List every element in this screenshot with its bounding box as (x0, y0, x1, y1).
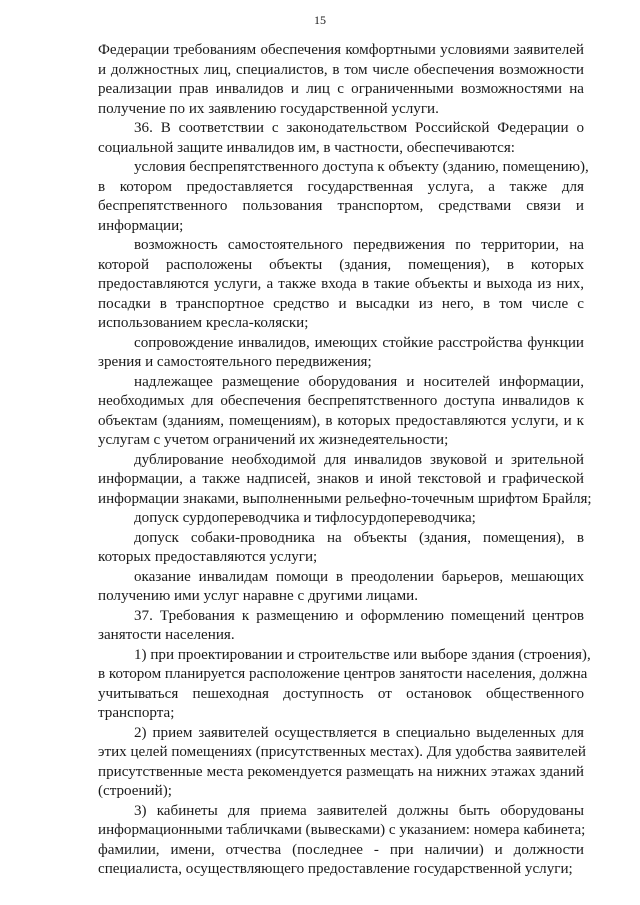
page-number: 15 (314, 13, 326, 27)
text-line: посадки в транспортное средство и высадки из него, в том числе с (98, 295, 584, 312)
text-line: использованием кресла-коляски; (98, 315, 309, 331)
text-line: информации, а также надписей, знаков и иной текстовой и графической (98, 471, 584, 487)
text-line: и должностных лиц, специалистов, в том числе обеспечения возможности (98, 61, 584, 78)
text-line: 36. В соответствии с законодательством Российской Федерации о (134, 120, 584, 136)
text-line: специалиста, осуществляющего предоставление государственной услуги; (98, 861, 573, 877)
text-line: беспрепятственного пользования транспортом, средствами связи и (98, 198, 584, 214)
text-line: учитываться пешеходная доступность от остановок общественного (98, 685, 584, 702)
text-line: 1) при проектировании и строительстве или выборе здания (строения), (134, 646, 591, 663)
text-line: зрения и самостоятельного передвижения; (98, 354, 372, 370)
text-line: которой расположены объекты (здания, помещения), в которых (98, 256, 584, 273)
text-line: (строений); (98, 783, 172, 799)
text-line: транспорта; (98, 705, 175, 721)
document-body (98, 41, 592, 880)
text-line: допуск собаки-проводника на объекты (здания, помещения), в (134, 529, 584, 546)
text-line: в котором планируется расположение центров занятости населения, должна (98, 666, 588, 682)
text-line: возможность самостоятельного передвижения по территории, на (134, 237, 584, 253)
text-line: оказание инвалидам помощи в преодолении барьеров, мешающих (134, 568, 584, 585)
text-line: дублирование необходимой для инвалидов звуковой и зрительной (134, 451, 584, 468)
text-line: информации; (98, 217, 184, 234)
text-line: надлежащее размещение оборудования и носителей информации, (134, 373, 584, 390)
text-line: допуск сурдопереводчика и тифлосурдопереводчика; (134, 510, 476, 526)
text-line: условия беспрепятственного доступа к объекту (зданию, помещению), (134, 159, 589, 175)
text-line: 2) прием заявителей осуществляется в специально выделенных для (134, 724, 584, 741)
text-line: сопровождение инвалидов, имеющих стойкие расстройства функции (134, 334, 584, 351)
text-line: услугам с учетом ограничений их жизнедеятельности; (98, 432, 449, 448)
text-line: этих целей помещениях (присутственных местах). Для удобства заявителей (98, 744, 586, 760)
text-line: информации знаками, выполненными рельефно-точечным шрифтом Брайля; (98, 490, 592, 507)
text-line: 37. Требования к размещению и оформлению помещений центров (134, 607, 584, 624)
text-line: социальной защите инвалидов им, в частности, обеспечиваются: (98, 139, 515, 156)
text-line: предоставляются услуги, а также входа в такие объекты и выхода из них, (98, 276, 584, 292)
text-line: присутственные места рекомендуется размещать на нижних этажах зданий (98, 763, 584, 780)
text-line: объектам (зданиям, помещениям), в которых предоставляются услуги, и к (98, 412, 584, 429)
text-line: в котором предоставляется государственная услуга, а также для (98, 178, 584, 195)
text-line: информационными табличками (вывесками) с указанием: номера кабинета; (98, 822, 586, 838)
text-line: получению ими услуг наравне с другими лицами. (98, 588, 418, 604)
text-line: реализации прав инвалидов и лиц с ограниченными возможностями на (98, 81, 584, 97)
text-line: Федерации требованиям обеспечения комфортными условиями заявителей (98, 42, 584, 58)
text-line: 3) кабинеты для приема заявителей должны быть оборудованы (134, 802, 584, 819)
text-line: занятости населения. (98, 627, 235, 643)
text-line: получение по их заявлению государственной услуги. (98, 100, 439, 117)
text-line: которых предоставляются услуги; (98, 549, 318, 565)
text-line: необходимых для обеспечения беспрепятственного доступа инвалидов к (98, 393, 584, 409)
text-line: фамилии, имени, отчества (последнее - при наличии) и должности (98, 841, 584, 858)
